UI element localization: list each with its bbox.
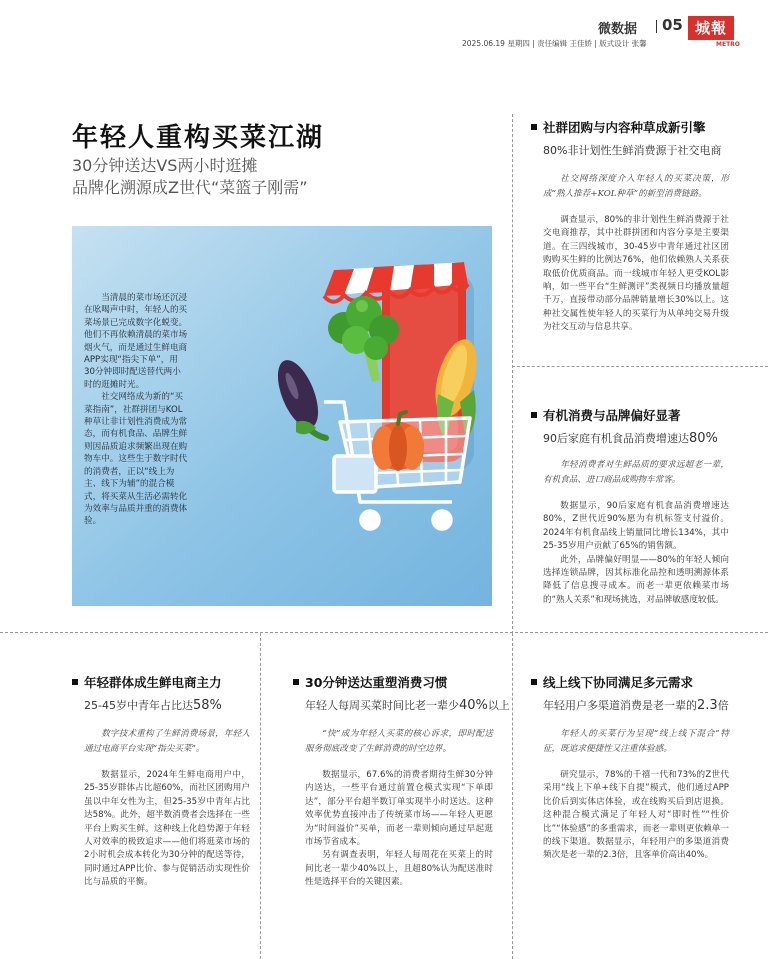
page-number: 05 — [662, 16, 683, 34]
section-body: 研究显示，78%的千禧一代和73%的Z世代采用“线上下单+线下自提”模式，他们通过APP比价后到实体店体验，或在线购买后到店退换。这种混合模式满足了年轻人对“即时性”“性价比”“体验感”的多重需求，而老一辈则更依赖单一的线下渠道。数据显示，年轻用户的多渠道消费频次是老一辈的2.3倍，且客单价高出40%。 — [543, 770, 729, 861]
section-name: 微数据 — [598, 22, 638, 37]
column-divider — [512, 633, 513, 959]
date-line: 2025.06.19 星期四 | 责任编辑 王佳娇 | 版式设计 张馨 — [462, 39, 647, 48]
shopping-illustration — [184, 226, 492, 606]
section-subtitle: 年轻人每周买菜时间比老一辈少40%以上 — [305, 698, 510, 713]
page-title: 年轻人重构买菜江湖 — [72, 123, 325, 153]
section-body: 数据显示，2024年生鲜电商用户中，25-35岁群体占比超60%，而社区团购用户虽以中年女性为主，但25-35岁中青年占比达58%。此外，超半数消费者会选择在一些平台上购买生鲜。这种线上化趋势源于年轻人对效率的极致追求——他们将逛菜市场的2小时机会成本转化为30分钟的配送等待，同时通过APP比价、参与促销活动实现性价比与品质的平衡。 — [84, 770, 250, 888]
bullet-square-icon — [531, 124, 537, 130]
section-lead: “快”成为年轻人买菜的核心诉求，即时配送服务彻底改变了生鲜消费的时空边界。 — [305, 729, 493, 754]
section-title: 线上线下协同满足多元需求 — [531, 673, 729, 691]
page-subtitle-1: 30分钟送达VS两小时逛摊 — [72, 156, 258, 175]
header-divider — [656, 20, 657, 33]
section-body: 数据显示，67.6%的消费者期待生鲜30分钟内送达，一些平台通过前置仓模式实现“下单即达”，部分平台超半数订单实现半小时送达。这种效率优势直接冲击了传统菜市场——年轻人更愿为“时间溢价”买单，而老一辈则倾向通过早起逛市场节省成本。 另有调查表明，年轻人每周花在买菜上的时间比老一辈少40%以上，且超80%认为配送准时性是选择平台的关键因素。 — [305, 770, 493, 888]
section-body: 调查显示，80%的非计划性生鲜消费源于社交电商推荐，其中社群拼团和内容分享是主要渠道。在三四线城市，30-45岁中青年通过社区团购购买生鲜的比例达76%，他们依赖熟人关系获取低价优质商品。而一线城市年轻人更受KOL影响，如一些平台“生鲜测评”类视频日均播放量超千万，直接带动部分品牌销量增长30%以上。这种社交属性使年轻人的买菜行为从单纯交易升级为社交互动与信息共享。 — [543, 215, 729, 333]
bullet-square-icon — [531, 412, 537, 418]
section-lead: 年轻人的买菜行为呈现“线上线下混合”特征，既追求便捷性又注重体验感。 — [543, 729, 729, 754]
hero-intro — [84, 292, 188, 528]
section-divider — [512, 366, 768, 367]
hero-panel — [72, 226, 492, 606]
column-divider — [512, 114, 513, 634]
section-subtitle: 80%非计划性生鲜消费源于社交电商 — [543, 144, 722, 157]
section-title: 30分钟送达重塑消费习惯 — [293, 673, 493, 691]
section-title: 年轻群体成生鲜电商主力 — [72, 673, 250, 691]
section-lead: 年轻消费者对生鲜品质的要求远超老一辈，有机食品、进口商品成购物车常客。 — [543, 460, 729, 485]
section-lead: 数字技术重构了生鲜消费场景，年轻人通过电商平台实现“指尖买菜”。 — [84, 729, 250, 754]
hero-paragraph: 当清晨的菜市场还沉浸在吆喝声中时，年轻人的买菜场景已完成数字化蜕变。他们不再依赖清晨的菜市场烟火气，而是通过生鲜电商APP实现“指尖下单”，用30分钟即时配送替代两小时的逛摊时光。 — [84, 293, 188, 390]
section-omnichannel — [531, 673, 729, 863]
section-title: 社群团购与内容种草成新引擎 — [531, 118, 729, 136]
section-divider — [0, 632, 768, 633]
section-subtitle: 年轻用户多渠道消费是老一辈的2.3倍 — [543, 698, 729, 713]
section-body: 数据显示，90后家庭有机食品消费增速达80%，Z世代近90%愿为有机标签支付溢价。2024年有机食品线上销量同比增长134%，其中25-35岁用户贡献了65%的销售额。 此外，品牌偏好明显——80%的年轻人倾向选择连锁品牌，因其标准化品控和透明溯源体系降低了信息搜寻成本。而老一辈更依赖菜市场的“熟人关系”和现场挑选，对品牌敏感度较低。 — [543, 501, 729, 605]
hero-paragraph: 社交网络成为新的“买菜指南”，社群拼团与KOL种草让非计划性消费成为常态，而有机食品、品牌生鲜则因品质追求频繁出现在购物车中。这些生于数字时代的消费者，正以“线上为主、线下为辅”的混合模式，将买菜从生活必需转化为效率与品质并重的消费体验。 — [84, 392, 188, 527]
brand-logo: 城報 — [688, 16, 734, 40]
section-30min-delivery — [293, 673, 510, 890]
section-subtitle: 90后家庭有机食品消费增速达80% — [543, 431, 718, 446]
bullet-square-icon — [72, 679, 78, 685]
section-subtitle: 25-45岁中青年占比达58% — [84, 698, 222, 713]
eggplant-icon — [270, 355, 327, 438]
brand-metro: METRO — [716, 41, 740, 48]
bullet-square-icon — [531, 679, 537, 685]
column-divider — [260, 633, 261, 959]
page-subtitle-2: 品牌化溯源成Z世代“菜篮子刚需” — [72, 178, 308, 197]
section-organic — [531, 406, 729, 607]
section-young-users — [72, 673, 250, 890]
section-social-commerce — [531, 118, 729, 335]
section-title: 有机消费与品牌偏好显著 — [531, 406, 729, 424]
section-lead: 社交网络深度介入年轻人的买菜决策，形成“熟人推荐+KOL种草”的新型消费链路。 — [543, 174, 729, 199]
bullet-square-icon — [293, 679, 299, 685]
